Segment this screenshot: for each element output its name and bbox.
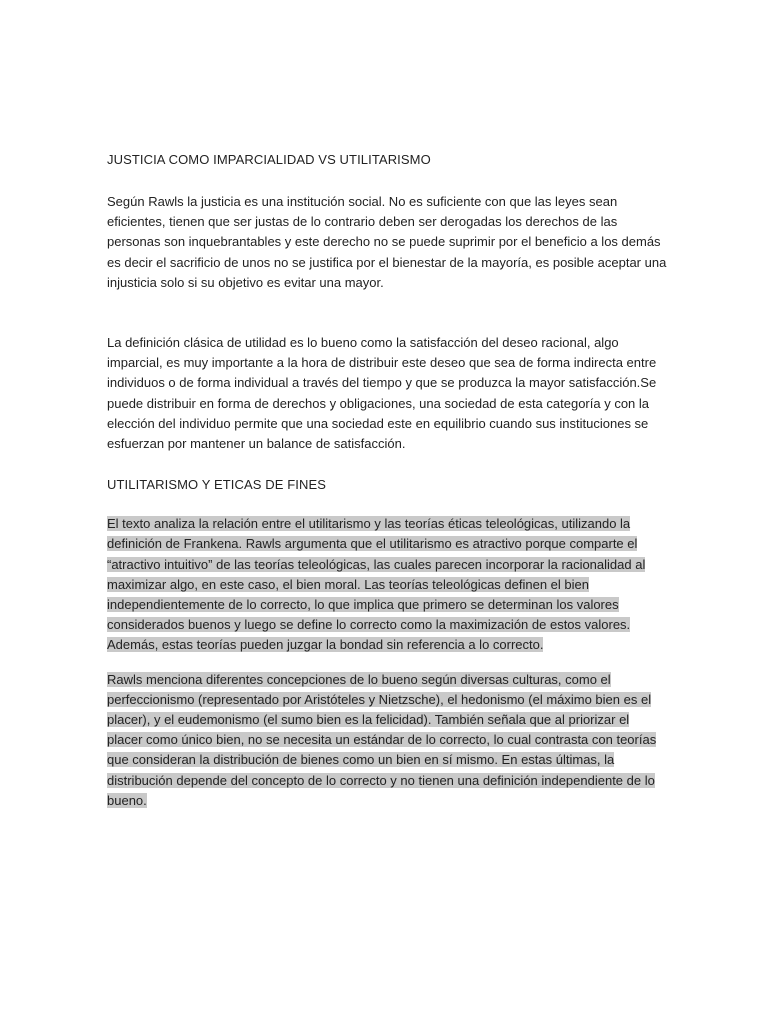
paragraph-definicion-utilidad: La definición clásica de utilidad es lo bueno como la satisfacción del deseo racional, algo imparcial, es muy importante a la hora de distribuir este deseo que sea de forma indirecta entre individuos o de forma individual a través del tiempo y que se produzca la mayor satisfacción.Se puede distribuir en forma de derechos y obligaciones, una sociedad de esta categoría y con la elección del individuo permite que una sociedad este en equilibrio cuando sus instituciones se esfuerzan por mantener un balance de satisfacción.: [107, 335, 657, 452]
highlighted-text: El texto analiza la relación entre el utilitarismo y las teorías éticas teleológicas, utilizando la definición de Frankena. Rawls argumenta que el utilitarismo es atractivo porque comparte el “atractivo intuitivo” de las teorías teleológicas, las cuales parecen incorporar la racionalidad al maximizar algo, en este caso, el bien moral. Las teorías teleológicas definen el bien independientemente de lo correcto, lo que implica que primero se determinan los valores considerados buenos y luego se define lo correcto como la maximización de estos valores. Además, estas teorías pueden juzgar la bondad sin referencia a lo correcto.: [107, 516, 646, 653]
section-heading-utilitarismo: UTILITARISMO Y ETICAS DE FINES: [107, 477, 326, 493]
document-body: [107, 150, 667, 811]
paragraph-highlighted-teleologicas: [107, 514, 667, 655]
paragraph-rawls-justicia: Según Rawls la justicia es una institución social. No es suficiente con que las leyes sean eficientes, tienen que ser justas de lo contrario deben ser derogadas los derechos de las personas son inquebrantables y este derecho no se puede suprimir por el beneficio a los demás es decir el sacrificio de unos no se justifica por el bienestar de la mayoría, es posible aceptar una injusticia solo si su objetivo es evitar una mayor.: [107, 194, 667, 290]
paragraph-highlighted-concepciones: [107, 670, 667, 811]
section-heading-justicia: JUSTICIA COMO IMPARCIALIDAD VS UTILITARISMO: [107, 152, 431, 167]
highlighted-text: Rawls menciona diferentes concepciones de lo bueno según diversas culturas, como el perfeccionismo (representado por Aristóteles y Nietzsche), el hedonismo (el máximo bien es el placer), y el eudemonismo (el sumo bien es la felicidad). También señala que al priorizar el placer como único bien, no se necesita un estándar de lo correcto, lo cual contrasta con teorías que consideran la distribución de bienes como un bien en sí mismo. En estas últimas, la distribución depende del concepto de lo correcto y no tienen una definición independiente de lo bueno.: [107, 671, 657, 808]
